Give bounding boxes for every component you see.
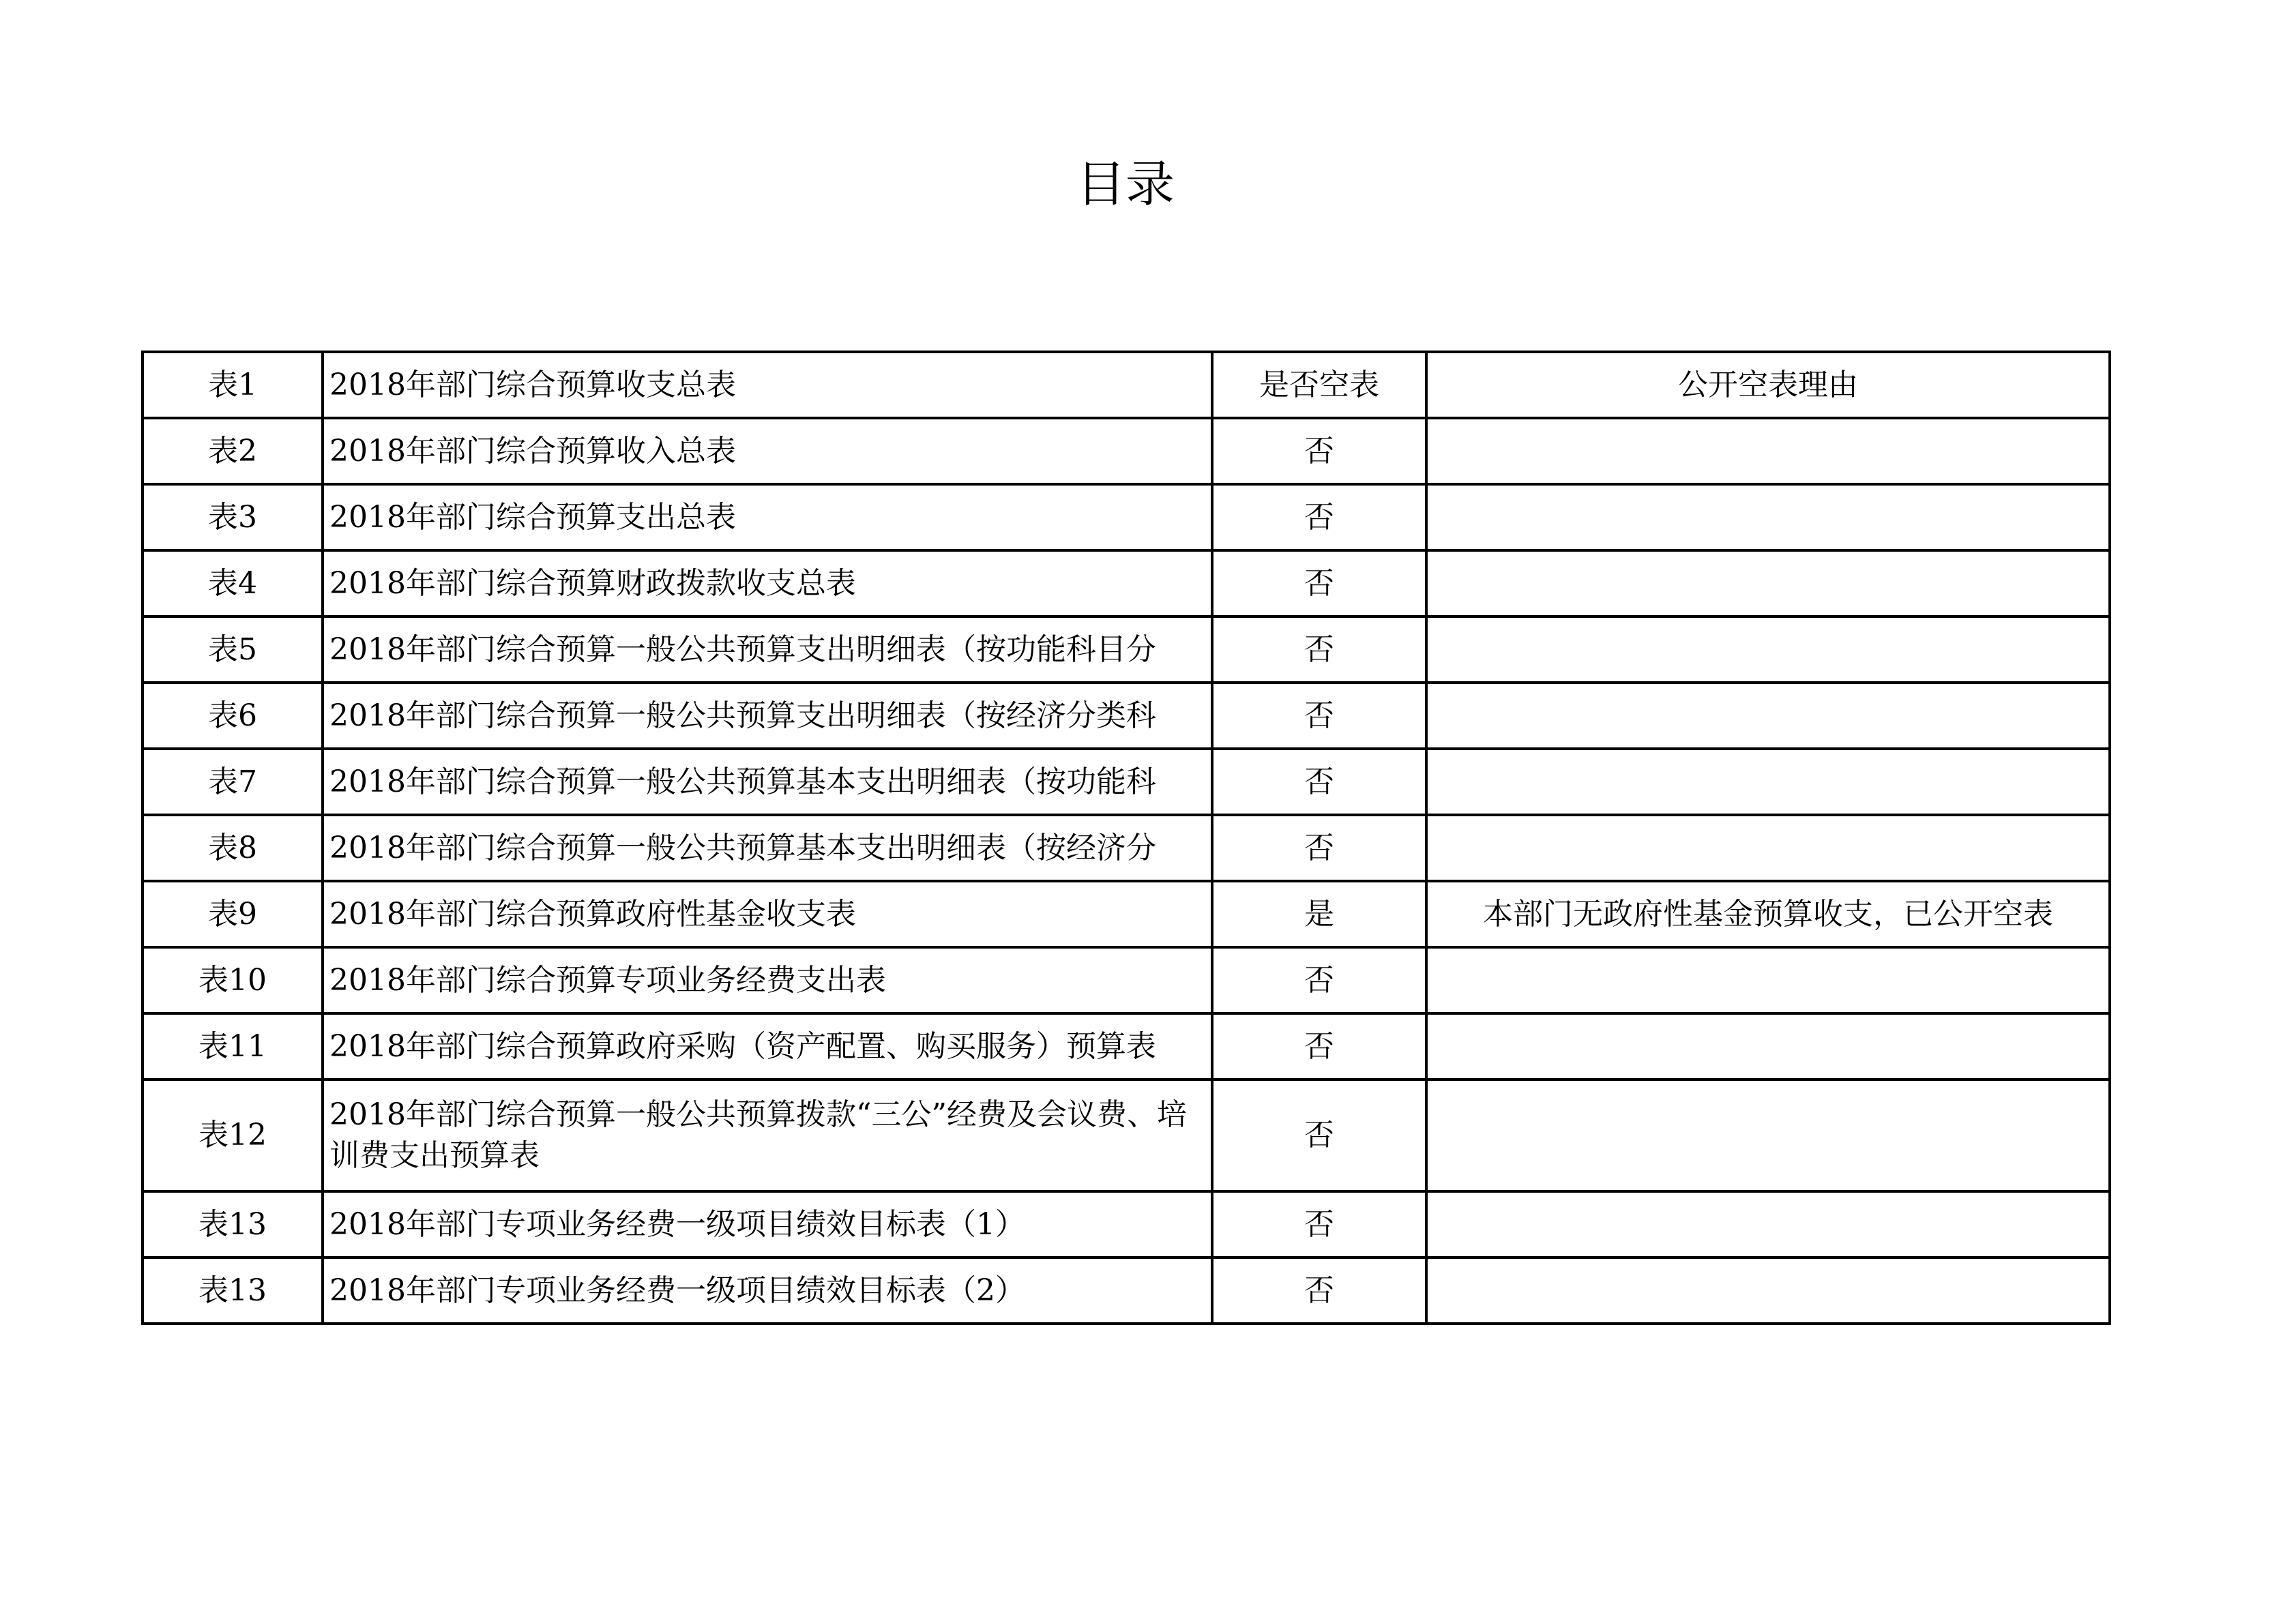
table-row [143, 484, 2110, 550]
table-name-cell: 2018年部门综合预算专项业务经费支出表 [323, 947, 1212, 1013]
reason-cell: 本部门无政府性基金预算收支，已公开空表 [1426, 881, 2110, 947]
table-no-cell: 表6 [143, 683, 323, 749]
reason-cell [1426, 484, 2110, 550]
is-empty-cell: 否 [1212, 550, 1426, 616]
table-row [143, 815, 2110, 881]
table-row [143, 1079, 2110, 1191]
is-empty-cell: 否 [1212, 616, 1426, 683]
table-no-cell: 表12 [143, 1079, 323, 1191]
is-empty-cell: 否 [1212, 749, 1426, 815]
reason-cell [1426, 418, 2110, 484]
table-row [143, 881, 2110, 947]
table-no-cell: 表3 [143, 484, 323, 550]
table-no-cell: 表9 [143, 881, 323, 947]
reason-cell [1426, 550, 2110, 616]
table-no-cell: 表13 [143, 1191, 323, 1257]
reason-cell [1426, 616, 2110, 683]
reason-cell [1426, 749, 2110, 815]
table-row [143, 1191, 2110, 1257]
table-no-cell: 表11 [143, 1013, 323, 1079]
table-name-cell: 2018年部门综合预算收支总表 [323, 352, 1212, 418]
table-row [143, 418, 2110, 484]
table-row [143, 616, 2110, 683]
is-empty-cell: 否 [1212, 815, 1426, 881]
table-no-cell: 表4 [143, 550, 323, 616]
table-row [143, 352, 2110, 418]
reason-cell [1426, 815, 2110, 881]
table-name-cell: 2018年部门专项业务经费一级项目绩效目标表（2） [323, 1257, 1212, 1324]
table-name-cell: 2018年部门综合预算收入总表 [323, 418, 1212, 484]
table-no-cell: 表2 [143, 418, 323, 484]
page-title: 目录 [1076, 155, 1175, 213]
table-row [143, 947, 2110, 1013]
table-name-cell: 2018年部门综合预算一般公共预算基本支出明细表（按经济分 [323, 815, 1212, 881]
table-name-cell: 2018年部门综合预算财政拨款收支总表 [323, 550, 1212, 616]
table-no-cell: 表1 [143, 352, 323, 418]
is-empty-cell: 否 [1212, 1257, 1426, 1324]
is-empty-cell: 否 [1212, 484, 1426, 550]
table-no-cell: 表13 [143, 1257, 323, 1324]
toc-table [141, 351, 2111, 1325]
is-empty-cell: 否 [1212, 683, 1426, 749]
table-name-cell: 2018年部门综合预算一般公共预算支出明细表（按经济分类科 [323, 683, 1212, 749]
table-no-cell: 表5 [143, 616, 323, 683]
table-name-cell: 2018年部门综合预算政府采购（资产配置、购买服务）预算表 [323, 1013, 1212, 1079]
table-name-cell: 2018年部门综合预算政府性基金收支表 [323, 881, 1212, 947]
table-no-cell: 表8 [143, 815, 323, 881]
table-no-cell: 表7 [143, 749, 323, 815]
table-row [143, 683, 2110, 749]
reason-cell [1426, 1257, 2110, 1324]
reason-header: 公开空表理由 [1426, 352, 2110, 418]
table-row [143, 550, 2110, 616]
is-empty-cell: 否 [1212, 1079, 1426, 1191]
table-name-cell: 2018年部门综合预算一般公共预算拨款“三公”经费及会议费、培训费支出预算表 [323, 1079, 1212, 1191]
reason-cell [1426, 1191, 2110, 1257]
table-name-cell: 2018年部门综合预算一般公共预算支出明细表（按功能科目分 [323, 616, 1212, 683]
table-row [143, 749, 2110, 815]
table-row [143, 1257, 2110, 1324]
reason-cell [1426, 683, 2110, 749]
is-empty-cell: 否 [1212, 418, 1426, 484]
reason-cell [1426, 1013, 2110, 1079]
table-row [143, 1013, 2110, 1079]
reason-cell [1426, 1079, 2110, 1191]
table-name-cell: 2018年部门综合预算一般公共预算基本支出明细表（按功能科 [323, 749, 1212, 815]
is-empty-cell: 是 [1212, 881, 1426, 947]
is-empty-cell: 否 [1212, 1013, 1426, 1079]
is-empty-cell: 否 [1212, 947, 1426, 1013]
is-empty-header: 是否空表 [1212, 352, 1426, 418]
reason-cell [1426, 947, 2110, 1013]
is-empty-cell: 否 [1212, 1191, 1426, 1257]
table-name-cell: 2018年部门专项业务经费一级项目绩效目标表（1） [323, 1191, 1212, 1257]
table-name-cell: 2018年部门综合预算支出总表 [323, 484, 1212, 550]
table-no-cell: 表10 [143, 947, 323, 1013]
